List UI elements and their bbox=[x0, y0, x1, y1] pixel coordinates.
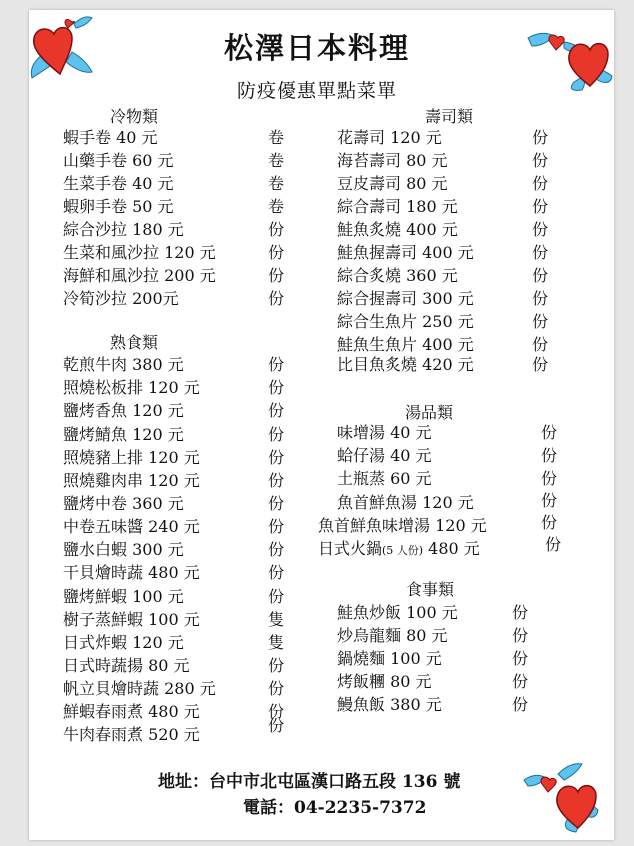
list-item: 鹽烤香魚 120 元 bbox=[63, 401, 184, 420]
unit-label: 份 bbox=[532, 266, 549, 285]
unit-label: 份 bbox=[268, 494, 285, 513]
unit-label: 隻 bbox=[268, 610, 285, 629]
address-text: 地址：台中市北屯區漢口路五段 136 號 bbox=[158, 772, 461, 792]
unit-label: 份 bbox=[268, 220, 285, 239]
unit-label: 份 bbox=[268, 716, 285, 735]
unit-label: 份 bbox=[512, 695, 529, 714]
unit-label: 份 bbox=[532, 243, 549, 262]
list-item: 比目魚炙燒 420 元 bbox=[337, 355, 474, 374]
section-heading-meal: 食事類 bbox=[406, 580, 455, 599]
list-item: 鹽烤鮮蝦 100 元 bbox=[63, 587, 184, 606]
list-item: 魚首鮮魚味增湯 120 元 bbox=[318, 516, 487, 535]
list-item: 照燒雞肉串 120 元 bbox=[63, 471, 200, 490]
list-item: 炒烏龍麵 80 元 bbox=[337, 626, 448, 645]
list-item bbox=[318, 536, 480, 559]
unit-label: 卷 bbox=[268, 128, 285, 147]
unit-label: 份 bbox=[268, 656, 285, 675]
list-item: 蛤仔湯 40 元 bbox=[337, 446, 432, 465]
item-price: 480 元 bbox=[423, 539, 480, 558]
list-item: 綜合生魚片 250 元 bbox=[337, 312, 474, 331]
list-item: 花壽司 120 元 bbox=[337, 128, 442, 147]
list-item: 鮭魚炙燒 400 元 bbox=[337, 220, 458, 239]
list-item: 鹽烤鯖魚 120 元 bbox=[63, 425, 184, 444]
unit-label: 份 bbox=[532, 174, 549, 193]
list-item: 照燒豬上排 120 元 bbox=[63, 448, 200, 467]
list-item: 蝦手卷 40 元 bbox=[63, 128, 158, 147]
list-item: 魚首鮮魚湯 120 元 bbox=[337, 493, 474, 512]
list-item: 綜合沙拉 180 元 bbox=[63, 220, 184, 239]
list-item: 日式時蔬揚 80 元 bbox=[63, 656, 190, 675]
unit-label: 份 bbox=[268, 243, 285, 262]
list-item: 綜合握壽司 300 元 bbox=[337, 289, 474, 308]
unit-label: 份 bbox=[268, 587, 285, 606]
list-item: 蝦卵手卷 50 元 bbox=[63, 197, 174, 216]
unit-label: 份 bbox=[268, 679, 285, 698]
list-item: 山藥手卷 60 元 bbox=[63, 151, 174, 170]
unit-label: 份 bbox=[532, 355, 549, 374]
unit-label: 份 bbox=[512, 649, 529, 668]
unit-label: 份 bbox=[268, 289, 285, 308]
list-item: 干貝燴時蔬 480 元 bbox=[63, 563, 200, 582]
unit-label: 卷 bbox=[268, 174, 285, 193]
unit-label: 份 bbox=[541, 469, 558, 488]
item-serving-note: (5 人份) bbox=[382, 544, 424, 557]
list-item: 鹽烤中卷 360 元 bbox=[63, 494, 184, 513]
list-item: 綜合炙燒 360 元 bbox=[337, 266, 458, 285]
unit-label: 份 bbox=[268, 702, 285, 721]
unit-label: 份 bbox=[532, 151, 549, 170]
unit-label: 份 bbox=[541, 423, 558, 442]
unit-label: 份 bbox=[532, 197, 549, 216]
unit-label: 份 bbox=[541, 491, 558, 510]
unit-label: 份 bbox=[268, 517, 285, 536]
unit-label: 份 bbox=[545, 535, 562, 554]
unit-label: 份 bbox=[268, 355, 285, 374]
list-item: 鹽水白蝦 300 元 bbox=[63, 540, 184, 559]
unit-label: 份 bbox=[541, 513, 558, 532]
winged-heart-icon bbox=[520, 752, 600, 836]
section-heading-hot: 熟食類 bbox=[110, 333, 159, 352]
unit-label: 份 bbox=[268, 471, 285, 490]
list-item: 鮭魚握壽司 400 元 bbox=[337, 243, 474, 262]
restaurant-title: 松澤日本料理 bbox=[223, 31, 410, 65]
unit-label: 卷 bbox=[268, 197, 285, 216]
list-item: 海鮮和風沙拉 200 元 bbox=[63, 266, 216, 285]
list-item: 鮮蝦春雨煮 480 元 bbox=[63, 702, 200, 721]
section-heading-sushi: 壽司類 bbox=[425, 107, 474, 126]
list-item: 土瓶蒸 60 元 bbox=[337, 469, 432, 488]
unit-label: 份 bbox=[532, 289, 549, 308]
list-item: 烤飯糰 80 元 bbox=[337, 672, 432, 691]
item-name: 日式火鍋 bbox=[318, 539, 383, 558]
unit-label: 份 bbox=[268, 540, 285, 559]
list-item: 豆皮壽司 80 元 bbox=[337, 174, 448, 193]
unit-label: 份 bbox=[532, 335, 549, 354]
list-item: 海苔壽司 80 元 bbox=[337, 151, 448, 170]
list-item: 牛肉春雨煮 520 元 bbox=[63, 725, 200, 744]
list-item: 鰻魚飯 380 元 bbox=[337, 695, 442, 714]
unit-label: 份 bbox=[268, 448, 285, 467]
unit-label: 份 bbox=[512, 626, 529, 645]
list-item: 綜合壽司 180 元 bbox=[337, 197, 458, 216]
unit-label: 份 bbox=[268, 378, 285, 397]
unit-label: 卷 bbox=[268, 151, 285, 170]
section-heading-cold: 冷物類 bbox=[110, 107, 159, 126]
list-item: 生菜手卷 40 元 bbox=[63, 174, 174, 193]
list-item: 帆立貝燴時蔬 280 元 bbox=[63, 679, 216, 698]
unit-label: 份 bbox=[532, 220, 549, 239]
list-item: 味增湯 40 元 bbox=[337, 423, 432, 442]
unit-label: 份 bbox=[268, 425, 285, 444]
unit-label: 份 bbox=[532, 128, 549, 147]
unit-label: 份 bbox=[512, 672, 529, 691]
unit-label: 份 bbox=[268, 563, 285, 582]
list-item: 生菜和風沙拉 120 元 bbox=[63, 243, 216, 262]
unit-label: 份 bbox=[268, 401, 285, 420]
unit-label: 份 bbox=[532, 312, 549, 331]
list-item: 樹子蒸鮮蝦 100 元 bbox=[63, 610, 200, 629]
unit-label: 隻 bbox=[268, 633, 285, 652]
list-item: 照燒松板排 120 元 bbox=[63, 378, 200, 397]
unit-label: 份 bbox=[512, 603, 529, 622]
list-item: 鍋燒麵 100 元 bbox=[337, 649, 442, 668]
list-item: 冷筍沙拉 200元 bbox=[63, 289, 179, 308]
unit-label: 份 bbox=[268, 266, 285, 285]
unit-label: 份 bbox=[541, 446, 558, 465]
list-item: 鮭魚炒飯 100 元 bbox=[337, 603, 458, 622]
section-heading-soup: 湯品類 bbox=[405, 403, 454, 422]
phone-text: 電話：04-2235-7372 bbox=[243, 798, 427, 818]
list-item: 鮭魚生魚片 400 元 bbox=[337, 335, 474, 354]
list-item: 日式炸蝦 120 元 bbox=[63, 633, 184, 652]
menu-subtitle: 防疫優惠單點菜單 bbox=[236, 80, 397, 102]
list-item: 乾煎牛肉 380 元 bbox=[63, 355, 184, 374]
list-item: 中卷五味醬 240 元 bbox=[63, 517, 200, 536]
